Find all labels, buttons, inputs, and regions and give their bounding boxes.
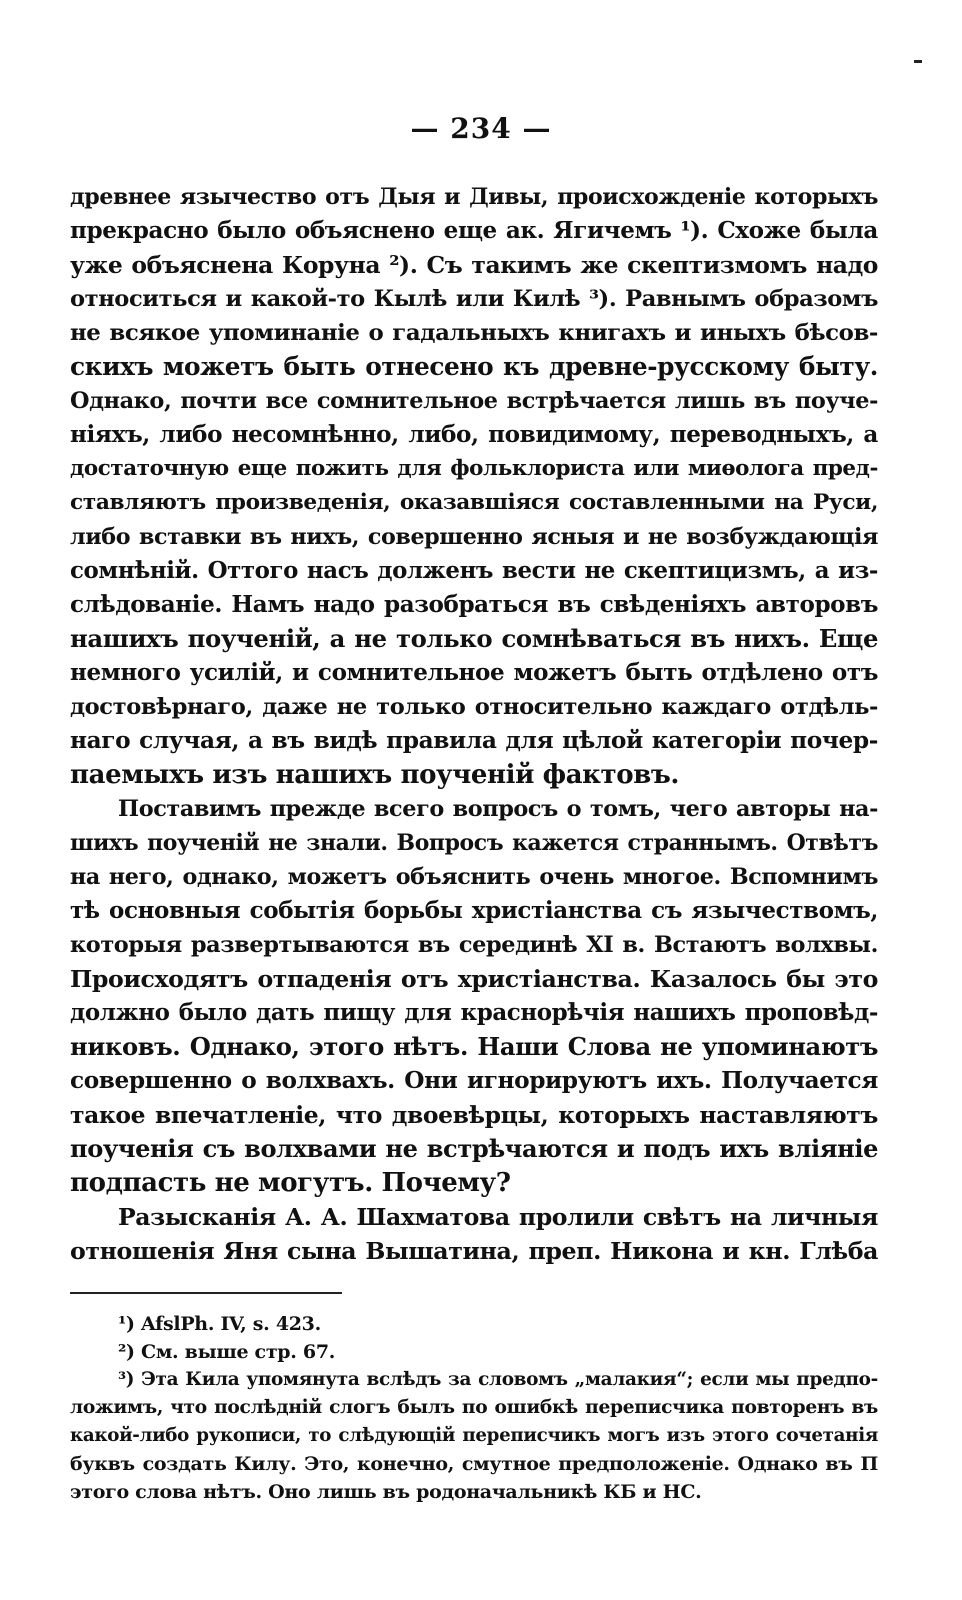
footnote-line: этого слова нѣтъ. Оно лишь въ родоначальникѣ КБ и НС. bbox=[70, 1481, 702, 1503]
footnote-divider bbox=[70, 1292, 342, 1294]
text-line: немного усилій, и сомнительное можетъ быть отдѣлено отъ bbox=[70, 659, 878, 686]
text-line: сомнѣній. Оттого насъ долженъ вести не скептицизмъ, а из- bbox=[70, 558, 878, 584]
text-line: не всякое упоминаніе о гадальныхъ книгахъ и иныхъ бѣсов- bbox=[70, 320, 878, 346]
footnote-line: ³) Эта Кила упомянута вслѣдъ за словомъ „малакия“; если мы предпо- bbox=[118, 1369, 878, 1390]
footnote-line: какой-либо рукописи, то слѣдующій переписчикъ могъ изъ этого сочетанія bbox=[70, 1425, 878, 1446]
footnote-line: буквъ создать Килу. Это, конечно, смутное предположеніе. Однако въ П bbox=[70, 1453, 878, 1475]
main-text bbox=[70, 180, 878, 1268]
text-line: ставляютъ произведенія, оказавшіяся составленными на Руси, bbox=[70, 490, 878, 515]
text-line: Происходятъ отпаденія отъ христіанства. Казалось бы это bbox=[70, 965, 878, 993]
text-line: ніяхъ, либо несомнѣнно, либо, повидимому, переводныхъ, а bbox=[70, 421, 878, 448]
text-line: совершенно о волхвахъ. Они игнорируютъ ихъ. Получается bbox=[70, 1067, 878, 1094]
page-number: — 234 — bbox=[410, 112, 552, 145]
footnote-line: ложимъ, что послѣдній слогъ былъ по ошибкѣ переписчика повторенъ въ bbox=[70, 1397, 878, 1418]
footnote-line: ²) См. выше стр. 67. bbox=[118, 1341, 336, 1363]
text-line: скихъ можетъ быть отнесено къ древне-русскому быту. bbox=[70, 352, 878, 381]
text-line: достаточную еще пожить для фольклориста или миѳолога пред- bbox=[70, 456, 878, 481]
text-line: достовѣрнаго, даже не только относительно каждаго отдѣль- bbox=[70, 694, 878, 720]
text-line: которыя развертываются въ серединѣ XI в. Встаютъ волхвы. bbox=[70, 932, 878, 958]
text-line: нашихъ поученій, а не только сомнѣваться въ нихъ. Еще bbox=[70, 624, 878, 653]
text-line: паемыхъ изъ нашихъ поученій фактовъ. bbox=[70, 760, 680, 790]
text-line: должно было дать пищу для краснорѣчія нашихъ проповѣд- bbox=[70, 999, 878, 1026]
text-line: отношенія Яня сына Вышатина, преп. Никона и кн. Глѣба bbox=[70, 1237, 878, 1265]
footnotes bbox=[70, 1310, 878, 1506]
text-line: уже объяснена Коруна ²). Съ такимъ же скептизмомъ надо bbox=[70, 251, 878, 279]
text-line: либо вставки въ нихъ, совершенно ясныя и не возбуждающія bbox=[70, 524, 878, 550]
text-line: прекрасно было объяснено еще ак. Ягичемъ ¹). Схоже была bbox=[70, 217, 878, 244]
footnote-line: ¹) AfslPh. IV, s. 423. bbox=[118, 1313, 321, 1335]
text-line: подпасть не могутъ. Почему? bbox=[70, 1168, 511, 1198]
text-line: на него, однако, можетъ объяснить очень многое. Вспомнимъ bbox=[70, 864, 878, 890]
text-line: никовъ. Однако, этого нѣтъ. Наши Слова не упоминаютъ bbox=[70, 1032, 878, 1061]
text-line: наго случая, а въ видѣ правила для цѣлой категоріи почер- bbox=[70, 727, 878, 754]
text-line: слѣдованіе. Намъ надо разобраться въ свѣденіяхъ авторовъ bbox=[70, 591, 878, 618]
text-line: такое впечатленіе, что двоевѣрцы, которыхъ наставляютъ bbox=[70, 1101, 878, 1129]
text-line: тѣ основныя событія борьбы христіанства съ язычествомъ, bbox=[70, 897, 878, 924]
text-line: древнее язычество отъ Дыя и Дивы, происхожденіе которыхъ bbox=[70, 184, 878, 210]
text-line-paragraph-start: Поставимъ прежде всего вопросъ о томъ, чего авторы на- bbox=[118, 796, 878, 822]
text-line: Однако, почти все сомнительное встрѣчается лишь въ поуче- bbox=[70, 388, 878, 414]
text-line: поученія съ волхвами не встрѣчаются и подъ ихъ вліяніе bbox=[70, 1134, 878, 1163]
text-line: относиться и какой-то Кылѣ или Килѣ ³). Равнымъ образомъ bbox=[70, 286, 878, 312]
scan-mark bbox=[914, 60, 922, 63]
text-line: шихъ поученій не знали. Вопросъ кажется страннымъ. Отвѣтъ bbox=[70, 830, 878, 856]
text-line-paragraph-start: Разысканія А. А. Шахматова пролили свѣтъ на личныя bbox=[118, 1203, 878, 1231]
